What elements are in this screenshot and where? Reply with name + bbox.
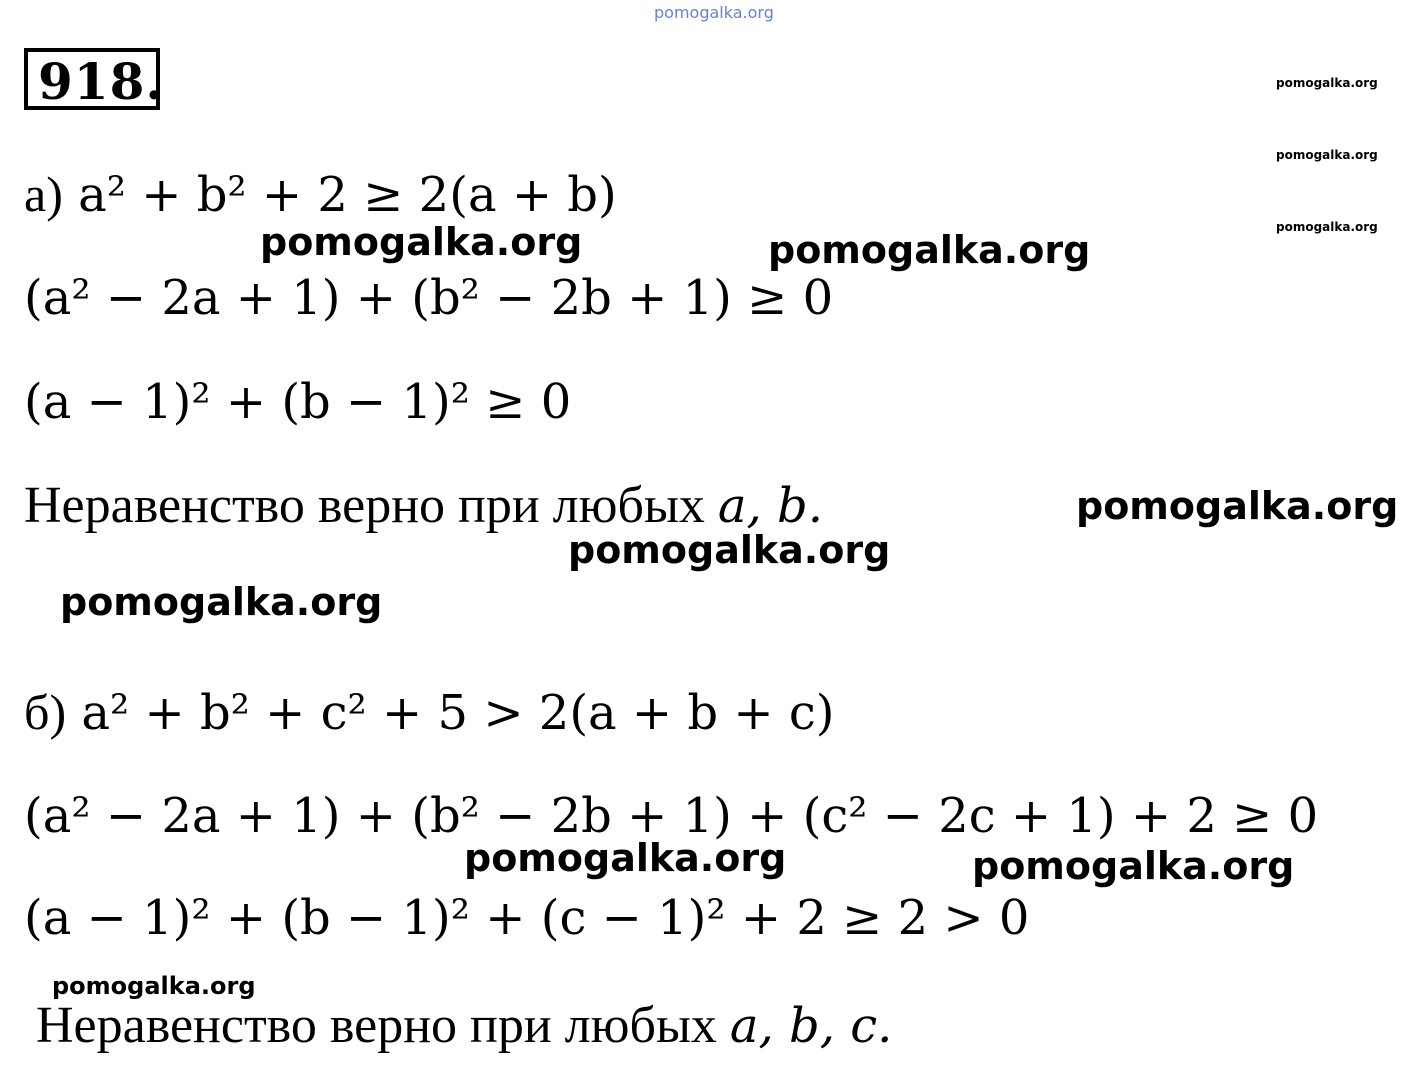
part-b-inequality: a² + b² + c² + 5 > 2(a + b + c) — [81, 685, 835, 741]
watermark-small-3: pomogalka.org — [1276, 220, 1378, 234]
watermark-small-2: pomogalka.org — [1276, 148, 1378, 162]
part-a-conclusion-vars: a, b. — [717, 478, 823, 534]
problem-number: 918. — [38, 52, 164, 111]
part-b-line-2: (a² − 2a + 1) + (b² − 2b + 1) + (c² − 2c + 1) + 2 ≥ 0 — [24, 788, 1319, 844]
part-b-line-3: (a − 1)² + (b − 1)² + (c − 1)² + 2 ≥ 2 > 0 — [24, 890, 1030, 946]
part-a-conclusion — [24, 476, 823, 536]
part-a-line-3: (a − 1)² + (b − 1)² ≥ 0 — [24, 374, 572, 430]
part-a-line-2: (a² − 2a + 1) + (b² − 2b + 1) ≥ 0 — [24, 270, 834, 326]
watermark: pomogalka.org — [60, 580, 383, 624]
watermark: pomogalka.org — [972, 844, 1295, 888]
part-a-line-1 — [24, 164, 617, 225]
watermark-top: pomogalka.org — [654, 3, 774, 22]
part-b-label: б) — [24, 684, 67, 740]
watermark-small-1: pomogalka.org — [1276, 76, 1378, 90]
part-a-conclusion-text: Неравенство верно при любых — [24, 477, 705, 534]
part-a-label: а) — [24, 166, 63, 222]
part-b-line-1 — [24, 682, 834, 743]
part-b-conclusion — [36, 996, 892, 1056]
watermark: pomogalka.org — [1076, 484, 1399, 528]
watermark: pomogalka.org — [464, 836, 787, 880]
watermark: pomogalka.org — [52, 972, 256, 1000]
watermark: pomogalka.org — [768, 228, 1091, 272]
part-b-conclusion-vars: a, b, c. — [729, 998, 893, 1054]
part-a-inequality: a² + b² + 2 ≥ 2(a + b) — [78, 167, 617, 223]
watermark: pomogalka.org — [260, 220, 583, 264]
part-b-conclusion-text: Неравенство верно при любых — [36, 997, 717, 1054]
watermark: pomogalka.org — [568, 528, 891, 572]
problem-number-box — [24, 48, 164, 111]
